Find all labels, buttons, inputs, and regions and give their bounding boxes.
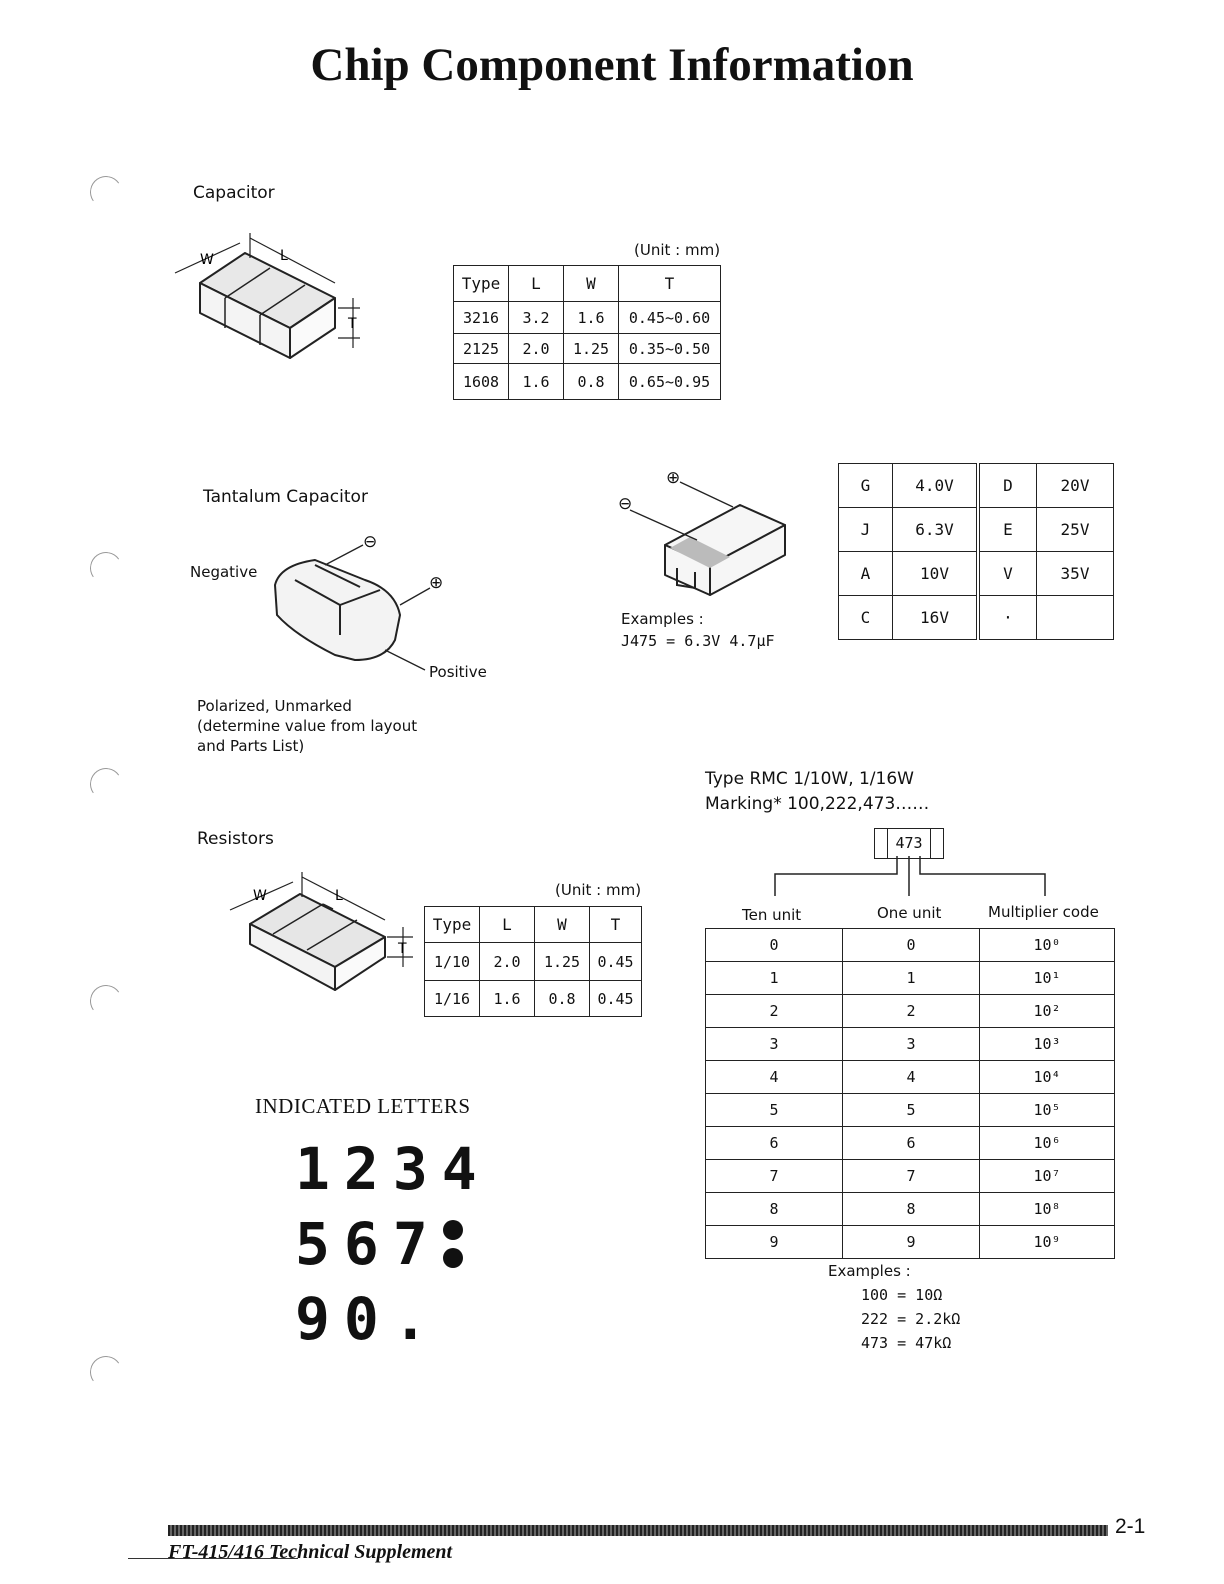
- table-row: 1 1 10¹: [706, 962, 1115, 995]
- table-row: 9 9 10⁹: [706, 1226, 1115, 1259]
- plus-icon: ⊕: [666, 468, 681, 488]
- binder-hole: [87, 765, 124, 802]
- marking-box: [874, 828, 944, 859]
- table-row: 4 4 10⁴: [706, 1061, 1115, 1094]
- resistor-marking-line: Marking* 100,222,473……: [705, 794, 930, 814]
- page-title: Chip Component Information: [310, 39, 914, 91]
- table-row: 3 3 10³: [706, 1028, 1115, 1061]
- table-row: 1/16 1.6 0.8 0.45: [425, 981, 642, 1017]
- indicated-row-1: 1234: [295, 1135, 491, 1203]
- resistor-diagram: [225, 862, 425, 1002]
- binder-hole: [87, 982, 124, 1019]
- binder-hole: [87, 549, 124, 586]
- table-row: 2125 2.0 1.25 0.35~0.50: [454, 334, 721, 364]
- dim-t: T: [398, 941, 407, 957]
- multiplier-table: [705, 928, 1115, 1259]
- footer-bar: [168, 1525, 1108, 1536]
- colon-glyph-icon: [443, 1220, 463, 1270]
- plus-icon: ⊕: [429, 573, 444, 593]
- col-header-one: One unit: [877, 904, 942, 922]
- dim-t: T: [348, 316, 357, 332]
- table-row: 3216 3.2 1.6 0.45~0.60: [454, 302, 721, 334]
- capacitor-heading: Capacitor: [193, 183, 275, 203]
- table-row: A 10V V 35V: [839, 552, 1114, 596]
- table-row: 1608 1.6 0.8 0.65~0.95: [454, 364, 721, 400]
- resistor-examples-label: Examples :: [828, 1262, 911, 1280]
- table-row: 0 0 10⁰: [706, 929, 1115, 962]
- capacitor-table: Type L W T 3216 3.2 1.6 0.45~0.60 2125 2.0 1.25 0.35~0.50 1608 1.6 0.8 0.65~0.95: [453, 265, 721, 400]
- table-row: 2 2 10²: [706, 995, 1115, 1028]
- table-row: G 4.0V D 20V: [839, 464, 1114, 508]
- resistor-type-line: Type RMC 1/10W, 1/16W: [705, 769, 914, 789]
- marking-bracket: [770, 856, 1050, 901]
- table-row: C 16V ·: [839, 596, 1114, 640]
- footer-underline: [128, 1558, 298, 1559]
- table-row: 6 6 10⁶: [706, 1127, 1115, 1160]
- tantalum-note-2: (determine value from layout: [197, 717, 418, 735]
- dim-l: L: [335, 888, 343, 904]
- tantalum-example: J475 = 6.3V 4.7μF: [621, 632, 775, 650]
- page-number: 2-1: [1115, 1515, 1146, 1538]
- indicated-heading: INDICATED LETTERS: [255, 1094, 471, 1118]
- tantalum-note-3: and Parts List): [197, 737, 305, 755]
- indicated-row-2: 567: [295, 1210, 442, 1278]
- dim-l: L: [280, 248, 288, 264]
- marking-value: 473: [887, 829, 931, 858]
- resistor-table: Type L W T 1/10 2.0 1.25 0.45 1/16 1.6 0.8 0.45: [424, 906, 642, 1017]
- capacitor-unit: (Unit : mm): [634, 241, 721, 259]
- dim-w: W: [200, 252, 214, 268]
- table-row: 5 5 10⁵: [706, 1094, 1115, 1127]
- minus-icon: ⊖: [363, 532, 378, 552]
- voltage-code-table: [838, 463, 1114, 640]
- table-row: 1/10 2.0 1.25 0.45: [425, 943, 642, 981]
- positive-label: Positive: [429, 663, 487, 681]
- col-header-multiplier: Multiplier code: [988, 903, 1099, 921]
- col-header-ten: Ten unit: [742, 906, 802, 924]
- resistors-heading: Resistors: [197, 829, 274, 849]
- table-row: J 6.3V E 25V: [839, 508, 1114, 552]
- footer-doc-title: FT-415/416 Technical Supplement: [168, 1541, 453, 1563]
- binder-hole: [87, 1353, 124, 1390]
- minus-icon: ⊖: [618, 494, 633, 514]
- negative-label: Negative: [190, 563, 258, 581]
- table-row: 8 8 10⁸: [706, 1193, 1115, 1226]
- tantalum-side-diagram: [255, 525, 455, 675]
- indicated-row-3: 90.: [295, 1285, 442, 1353]
- table-row: 7 7 10⁷: [706, 1160, 1115, 1193]
- dim-w: W: [253, 888, 267, 904]
- tantalum-top-diagram: [615, 470, 795, 600]
- resistor-example-1: 100 = 10Ω: [861, 1286, 943, 1304]
- resistor-unit: (Unit : mm): [555, 881, 642, 899]
- tantalum-note-1: Polarized, Unmarked: [197, 697, 352, 715]
- tantalum-examples-label: Examples :: [621, 610, 704, 628]
- capacitor-diagram: [170, 228, 370, 373]
- tantalum-heading: Tantalum Capacitor: [203, 487, 368, 507]
- resistor-example-2: 222 = 2.2kΩ: [861, 1310, 961, 1328]
- resistor-example-3: 473 = 47kΩ: [861, 1334, 952, 1352]
- binder-hole: [87, 173, 124, 210]
